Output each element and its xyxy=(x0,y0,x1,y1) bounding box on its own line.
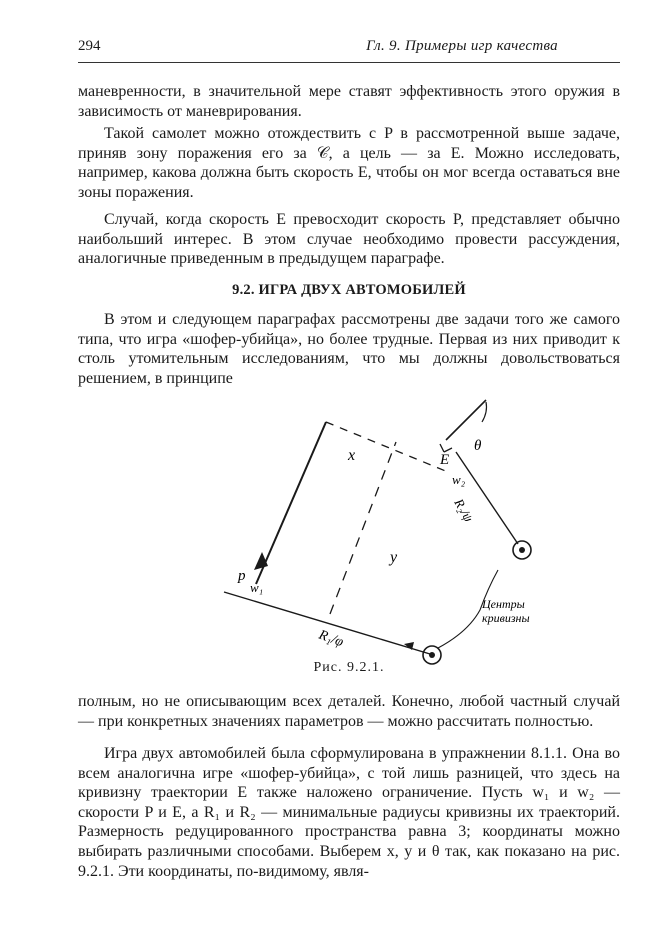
page-number: 294 xyxy=(78,38,101,54)
chapter-title: Гл. 9. Примеры игр качества xyxy=(366,38,558,54)
label-x: x xyxy=(348,447,356,464)
paragraph-2: Такой самолет можно отождествить с P в рассмотренной выше задаче, приняв зону поражения его за 𝒞, а цель — за E. Можно исследовать, например, какова должна быть скорость E, чтобы он мог всегда оставаться вне зоны поражения. xyxy=(78,125,620,201)
label-R2: R₂/ψ xyxy=(451,496,477,525)
label-w1: w₁ xyxy=(250,580,264,595)
paragraph-6: Игра двух автомобилей была сформулирована в упражнении 8.1.1. Она во всем аналогична игре «шофер-убийца», с той лишь разницей, что здесь на кривизну траектории E также наложено ограничение. Пусть w₁ и w₂ — скорости P и E, а R₁ и R₂ — минимальные радиусы кривизны их траекторий. Размерность редуцированного пространства равна 3; координаты можно выбирать различными способами. Выберем x, y и θ так, как показано на рис. 9.2.1. Эти координаты, по-видимому, явля- xyxy=(78,745,620,880)
label-R1: R₁/φ xyxy=(316,627,346,651)
paragraph-1: маневренности, в значительной мере ставят эффективность этого оружия в зависимость от маневрирования. xyxy=(78,83,620,120)
header-rule xyxy=(78,62,620,63)
label-E: E xyxy=(440,452,450,468)
section-heading: 9.2. ИГРА ДВУХ АВТОМОБИЛЕЙ xyxy=(232,282,466,298)
paragraph-4: В этом и следующем параграфах рассмотрены две задачи того же самого типа, что игра «шофер-убийца», но более трудные. Первая из них приводит к столь утомительным исследованиям, что мы должны довольствоваться решением, в принципе xyxy=(78,311,620,387)
label-centers-1: Центры xyxy=(482,597,525,611)
label-theta: θ xyxy=(474,438,482,454)
paragraph-3: Случай, когда скорость E превосходит скорость P, представляет обычно наибольший интерес. В этом случае необходимо провести рассуждения, аналогичные приведенным в предыдущем параграфе. xyxy=(78,211,620,268)
label-w2: w₂ xyxy=(452,472,466,487)
figure-9-2-1 xyxy=(218,392,530,660)
e-center-dot xyxy=(519,547,525,553)
label-centers-2: кривизны xyxy=(482,611,530,625)
running-head xyxy=(78,38,620,60)
paragraph-5: полным, но не описывающим всех деталей. Конечно, любой частный случай — при конкретных значениях параметров — можно рассчитать полностью. xyxy=(78,693,620,730)
p-center-dot xyxy=(429,652,435,658)
label-y: y xyxy=(390,549,398,566)
label-p: p xyxy=(238,568,246,584)
theta-arc xyxy=(482,402,487,422)
y-axis-dashed xyxy=(330,442,396,614)
e-heading-line xyxy=(446,400,486,440)
book-page xyxy=(78,30,620,930)
p-heading-line xyxy=(256,422,326,584)
x-axis-dashed xyxy=(326,422,448,472)
figure-caption: Рис. 9.2.1. xyxy=(313,660,385,675)
